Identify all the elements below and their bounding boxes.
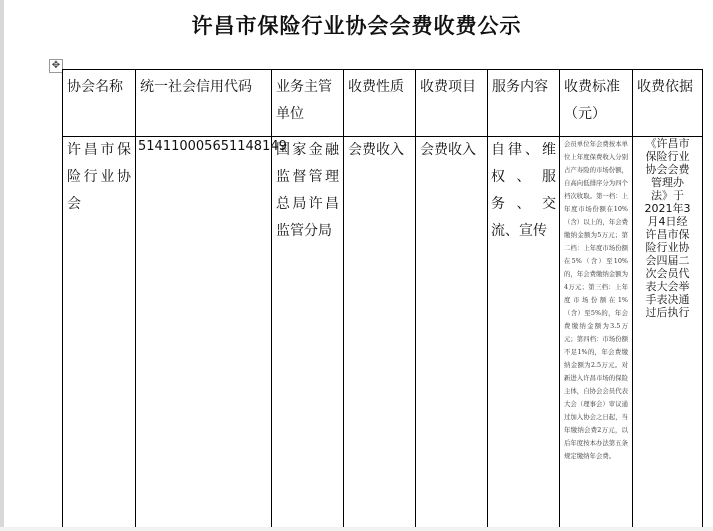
header-association-name: 协会名称 [63, 70, 136, 137]
table-header-row [63, 70, 703, 137]
fee-nature-text: 会费收入 [348, 142, 404, 158]
header-fee-item: 收费项目 [416, 70, 488, 137]
cell-supervisor [272, 137, 344, 530]
header-service-content: 服务内容 [488, 70, 560, 137]
cell-fee-item [416, 137, 488, 530]
credit-code-text: 514110005651148149 [138, 139, 287, 154]
cell-association-name [63, 137, 136, 530]
service-content-text: 自律、维权、服务、交流、宣传 [491, 142, 556, 239]
cell-fee-nature [344, 137, 416, 530]
header-credit-code: 统一社会信用代码 [136, 70, 272, 137]
header-fee-basis: 收费依据 [633, 70, 703, 137]
cell-credit-code [136, 137, 287, 530]
supervisor-text: 国家金融监督管理总局许昌监管分局 [276, 142, 339, 239]
fee-standard-text: 会员单位年会费按本单位上年度保费收入分别占产寿险的市场份额，自高向低排序分为四个档次收取。第一档：上年度市场份额在10%（含）以上的，年会费缴纳金额为5万元；第二档：上年度市场份额在5%（含）至10%的，年会费缴纳金额为4万元；第三档：上年度市场份额在1%（含）至5%的，年会费缴纳金额为3.5万元；第四档：市场份额不足1%的，年会费缴纳金额为2.5万元。对新进入许昌市场的保险主体，自协会会员代表大会（理事会）审议通过加入协会之日起，当年缴纳会费2万元，以后年度按本办法第五条规定缴纳年会费。 [564, 140, 628, 460]
association-name-text: 许昌市保险行业协会 [67, 142, 131, 212]
page-title: 许昌市保险行业协会会费收费公示 [191, 14, 522, 38]
table-move-handle-icon[interactable]: ✥ [49, 59, 63, 73]
cell-fee-standard [560, 137, 633, 530]
fee-basis-text: 《许昌市保险行业协会会费管理办法》于2021年3月4日经许昌市保险行业协会四届二次会员代表大会举手表决通过后执行 [644, 137, 691, 319]
bottom-edge [0, 527, 713, 531]
fee-table [62, 69, 703, 530]
header-fee-standard: 收费标准（元） [560, 70, 633, 137]
cell-fee-basis [633, 137, 703, 530]
page-edge [0, 0, 4, 531]
header-supervisor: 业务主管单位 [272, 70, 344, 137]
fee-item-text: 会费收入 [420, 142, 476, 158]
cell-service-content [488, 137, 560, 530]
table-row [63, 137, 703, 530]
header-fee-nature: 收费性质 [344, 70, 416, 137]
